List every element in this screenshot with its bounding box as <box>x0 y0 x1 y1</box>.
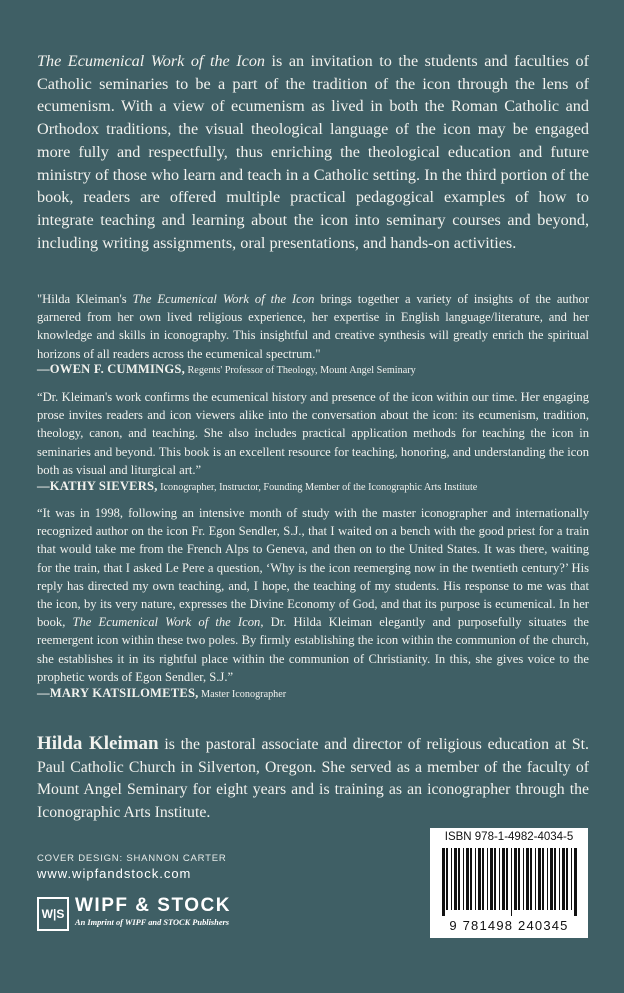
barcode-bar <box>499 848 500 910</box>
barcode-bar <box>554 848 556 910</box>
endorser-name: —KATHY SIEVERS, <box>37 479 158 493</box>
barcode-bar <box>475 848 476 910</box>
barcode-bar <box>451 848 452 910</box>
publisher-imprint: An Imprint of WIPF and STOCK Publishers <box>75 918 230 927</box>
author-bio-text: is the pastoral associate and director of religious education at St. Paul Catholic Church in Silverton, Oregon. She served as a member of the faculty of Mount Angel Seminary for eight years and is training as an iconographer through the Iconographic Arts Institute. <box>37 736 589 821</box>
endorsement-1-attribution <box>37 362 416 377</box>
barcode-bar <box>482 848 484 910</box>
barcode-bar <box>542 848 544 910</box>
barcode-bar <box>490 848 493 910</box>
isbn-label: ISBN 978-1-4982-4034-5 <box>444 831 574 843</box>
endorsement-1-book-title: The Ecumenical Work of the Icon <box>132 292 315 306</box>
barcode-bar <box>518 848 520 910</box>
barcode-bar <box>446 848 448 910</box>
endorser-role: Master Iconographer <box>198 689 287 700</box>
barcode-bar <box>535 848 536 910</box>
publisher-logo-mark: W|S <box>37 897 69 931</box>
endorser-role: Iconographer, Instructor, Founding Member of the Iconographic Arts Institute <box>157 482 478 493</box>
barcode-bar <box>530 848 532 910</box>
barcode-bar <box>502 848 505 910</box>
barcode-bar <box>574 848 577 916</box>
barcode-bar <box>454 848 457 910</box>
endorsement-1-text: "Hilda Kleiman's <box>37 292 133 306</box>
isbn-barcode <box>430 828 588 938</box>
barcode-bar <box>494 848 496 910</box>
cover-design-credit: COVER DESIGN: SHANNON CARTER <box>37 853 227 864</box>
endorsement-2 <box>37 388 589 479</box>
publisher-name: WIPF & STOCK <box>75 895 231 916</box>
publisher-website: www.wipfandstock.com <box>37 866 192 881</box>
publisher-logo <box>37 897 277 933</box>
author-name: Hilda Kleiman <box>37 733 159 754</box>
barcode-bar <box>538 848 541 910</box>
endorser-name: —OWEN F. CUMMINGS, <box>37 362 185 376</box>
endorsement-3-book-title: The Ecumenical Work of the Icon <box>72 615 261 630</box>
barcode-bar <box>463 848 464 910</box>
endorsement-3-attribution <box>37 686 286 701</box>
blurb-book-title: The Ecumenical Work of the Icon <box>37 52 266 70</box>
barcode-bar <box>506 848 508 910</box>
barcode-bar <box>478 848 481 910</box>
barcode-bar <box>566 848 568 910</box>
barcode-bar <box>526 848 529 910</box>
endorsement-2-attribution <box>37 479 477 494</box>
barcode-bar <box>523 848 524 910</box>
barcode-bar <box>487 848 488 910</box>
back-cover-blurb <box>37 50 589 254</box>
barcode-bar <box>571 848 572 910</box>
barcode-bar <box>514 848 517 910</box>
endorsement-3-text: “It was in 1998, following an intensive month of study with the master iconographer and internationally recognized author on the icon Fr. Egon Sendler, S.J., that I waited on a bench with the good priest for a train that would take me from the French Alps to Geneva, and then on to the United States. It was there, waiting for the train, that I asked Le Pere a question, ‘Why is the icon reemerging now in the twentieth century?’ His reply has directed my own teaching, and, I hope, the teaching of my students. His response to me was that the icon, by its very nature, expresses the Divine Economy of God, and that its purpose is ecumenical. In her book, <box>37 506 589 630</box>
barcode-bar <box>466 848 469 910</box>
barcode-bar <box>458 848 460 910</box>
endorser-role: Regents' Professor of Theology, Mount Angel Seminary <box>184 365 416 376</box>
author-bio <box>37 733 589 824</box>
barcode-digits: 9 781498 240345 <box>449 918 569 933</box>
barcode-bars <box>438 848 580 916</box>
barcode-bar <box>470 848 472 910</box>
barcode-bar <box>550 848 553 910</box>
blurb-text: is an invitation to the students and faculties of Catholic seminaries to be a part of the tradition of the icon through the lens of ecumenism. With a view of ecumenism as lived in both the Roman Catholic and Orthodox traditions, the visual theological language of the icon may be engaged more fully and respectfully, thus enriching the theological education and future ministry of those who learn and teach in a Catholic setting. In the third portion of the book, readers are offered multiple practical pedagogical examples of how to integrate teaching and learning about the icon into seminary courses and beyond, including writing assignments, oral presentations, and hands-on activities. <box>37 52 589 252</box>
barcode-bar <box>547 848 548 910</box>
endorsement-3-text-end: , Dr. Hilda Kleiman elegantly and purposefully situates the reemergent icon within these two poles. By firmly establishing the icon within the communion of the church, she establishes it in its rightful place within the communion of Christianity. In this, she gives voice to the prophetic words of Egon Sendler, S.J.” <box>37 615 589 684</box>
barcode-bar <box>562 848 565 910</box>
barcode-bar <box>559 848 560 910</box>
endorsement-2-text: “Dr. Kleiman's work confirms the ecumenical history and presence of the icon within our time. Her engaging prose invites readers and icon viewers alike into the conversation about the icon: its ecumenism, tradition, theology, canon, and teaching. She also includes practical application methods for teaching the icon in seminaries and beyond. This book is an excellent resource for teaching, honoring, and understanding the icon both as visual and liturgical art.” <box>37 390 589 477</box>
endorsement-1-text-end: brings together a variety of insights of the author garnered from her own lived religious experience, her expertise in English language/literature, and her knowledge and skills in iconography. This insightful and creative synthesis will greatly enrich the spiritual horizons of all readers across the ecumenical spectrum." <box>37 292 590 361</box>
endorsement-1 <box>37 290 589 363</box>
endorsement-3 <box>37 504 589 686</box>
barcode-bar <box>442 848 445 916</box>
barcode-bar <box>511 848 512 916</box>
endorser-name: —MARY KATSILOMETES, <box>37 686 199 700</box>
